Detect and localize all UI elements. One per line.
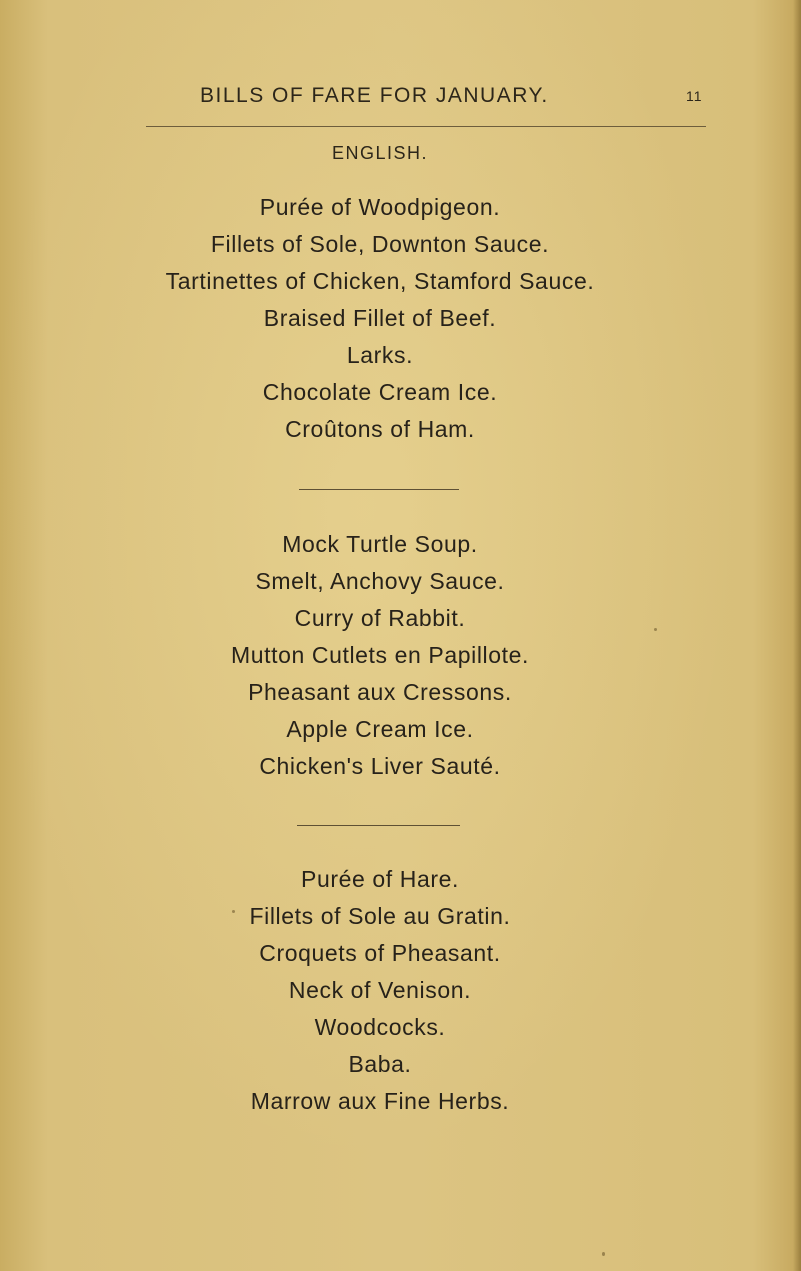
menu-item: Smelt, Anchovy Sauce. [255,568,505,594]
page-title: BILLS OF FARE FOR JANUARY. [200,84,549,107]
menu-item: Woodcocks. [314,1014,446,1040]
header-rule [146,126,706,127]
menu-item: Neck of Venison. [288,977,472,1003]
menu-item: Chicken's Liver Sauté. [259,753,501,779]
menu-item: Fillets of Sole, Downton Sauce. [210,231,550,257]
bill-of-fare-3 [0,861,760,1120]
running-header [0,84,801,116]
menu-item: Pheasant aux Cressons. [248,679,512,705]
menu-item: Baba. [348,1051,412,1077]
menu-item: Curry of Rabbit. [294,605,466,631]
menu-item: Mutton Cutlets en Papillote. [230,642,530,668]
paper-speck [602,1252,605,1256]
menu-item: Chocolate Cream Ice. [262,379,498,405]
menu-item: Croûtons of Ham. [285,416,475,442]
menu-item: Larks. [346,342,414,368]
paper-speck [232,910,235,913]
menu-item: Braised Fillet of Beef. [263,305,497,331]
menu-item: Marrow aux Fine Herbs. [250,1088,510,1114]
menu-item: Purée of Hare. [301,866,459,892]
bill-of-fare-2 [0,526,760,785]
menu-item: Tartinettes of Chicken, Stamford Sauce. [165,268,595,294]
menu-item: Apple Cream Ice. [286,716,474,742]
page-edge-shadow [793,0,801,1271]
menu-item: Fillets of Sole au Gratin. [249,903,511,929]
menu-divider [297,825,460,826]
section-heading: ENGLISH. [331,143,429,163]
menu-item: Purée of Woodpigeon. [259,194,501,220]
page-number: 11 [686,88,703,104]
bill-of-fare-1 [0,189,760,448]
menu-divider [299,489,459,490]
menu-item: Mock Turtle Soup. [282,531,478,557]
menu-item: Croquets of Pheasant. [259,940,501,966]
paper-speck [654,628,657,631]
